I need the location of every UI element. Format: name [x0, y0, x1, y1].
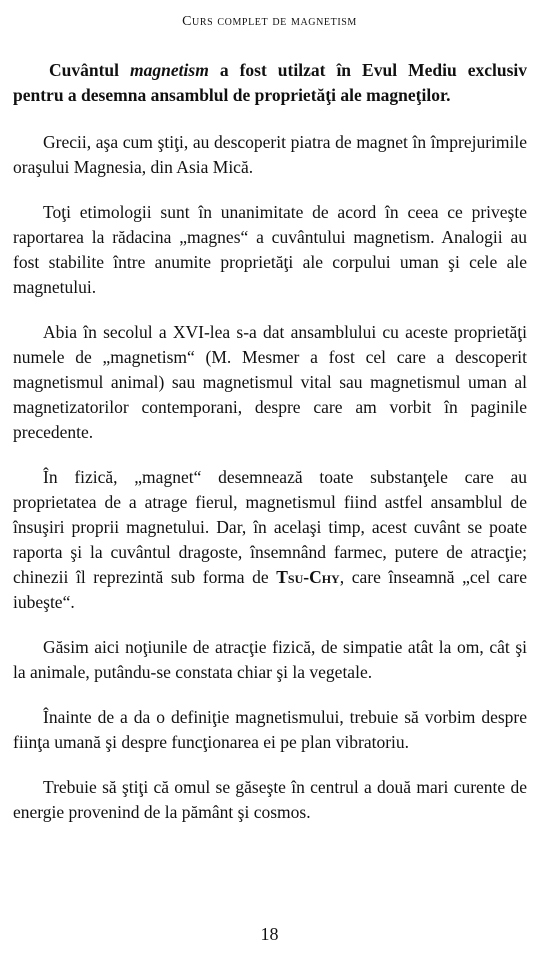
paragraph-3: Toţi etimologii sunt în unanimitate de acord în ceea ce priveşte raportarea la rădacina „magnes“ a cuvântului magnetism. Analogii au fost stabilite între anumite proprietăţi ale corpului uman şi cele ale magnetului. [13, 202, 527, 297]
page-body [13, 58, 527, 845]
paragraph-6: Găsim aici noţiunile de atracţie fizică, de simpatie atât la om, cât şi la animale, putându-se constata chiar şi la vegetale. [13, 637, 527, 682]
paragraph-1-start: Cuvântul [49, 60, 131, 80]
running-head: Curs complet de magnetism [182, 14, 357, 29]
paragraph-7: Înainte de a da o definiţie magnetismului, trebuie să vorbim despre fiinţa umană şi despre funcţionarea ei pe plan vibratoriu. [13, 707, 527, 752]
paragraph-5 [13, 465, 527, 615]
paragraph-1-end: a fost utilzat în Evul Mediu exclusiv pentru a desemna ansamblul de proprietăţi ale magneţilor. [13, 60, 528, 105]
paragraph-4: Abia în secolul a XVI-lea s-a dat ansamblului cu aceste proprietăţi numele de „magnetism“ (M. Mesmer a fost cel care a descoperit magnetismul animal) sau magnetismul vital sau magnetismul uman al magnetizatorilor contemporani, despre care am vorbit în paginile precedente. [13, 322, 527, 442]
paragraph-5-end: , care înseamnă „cel care iubeşte“. [13, 567, 527, 612]
term-tsu-chy: Tsu-Chy [276, 567, 340, 587]
paragraph-8: Trebuie să ştiţi că omul se găseşte în centrul a două mari curente de energie provenind de la pământ şi cosmos. [13, 777, 527, 822]
term-magnetism: magnetism [130, 60, 209, 80]
paragraph-5-start: În fizică, „magnet“ desemnează toate substanţele care au proprietatea de a atrage fierul, magnetismul fiind astfel ansamblul de însuşiri proprii magnetului. Dar, în acelaşi timp, acest cuvânt se poate raporta şi la cuvântul dragoste, însemnând farmec, putere de atracţie; chinezii îl reprezintă sub forma de [13, 467, 527, 587]
paragraph-2: Grecii, aşa cum ştiţi, au descoperit piatra de magnet în împrejurimile oraşului Magnesia, din Asia Mică. [13, 132, 527, 177]
page-number: 18 [260, 924, 279, 944]
paragraph-1 [13, 58, 527, 108]
